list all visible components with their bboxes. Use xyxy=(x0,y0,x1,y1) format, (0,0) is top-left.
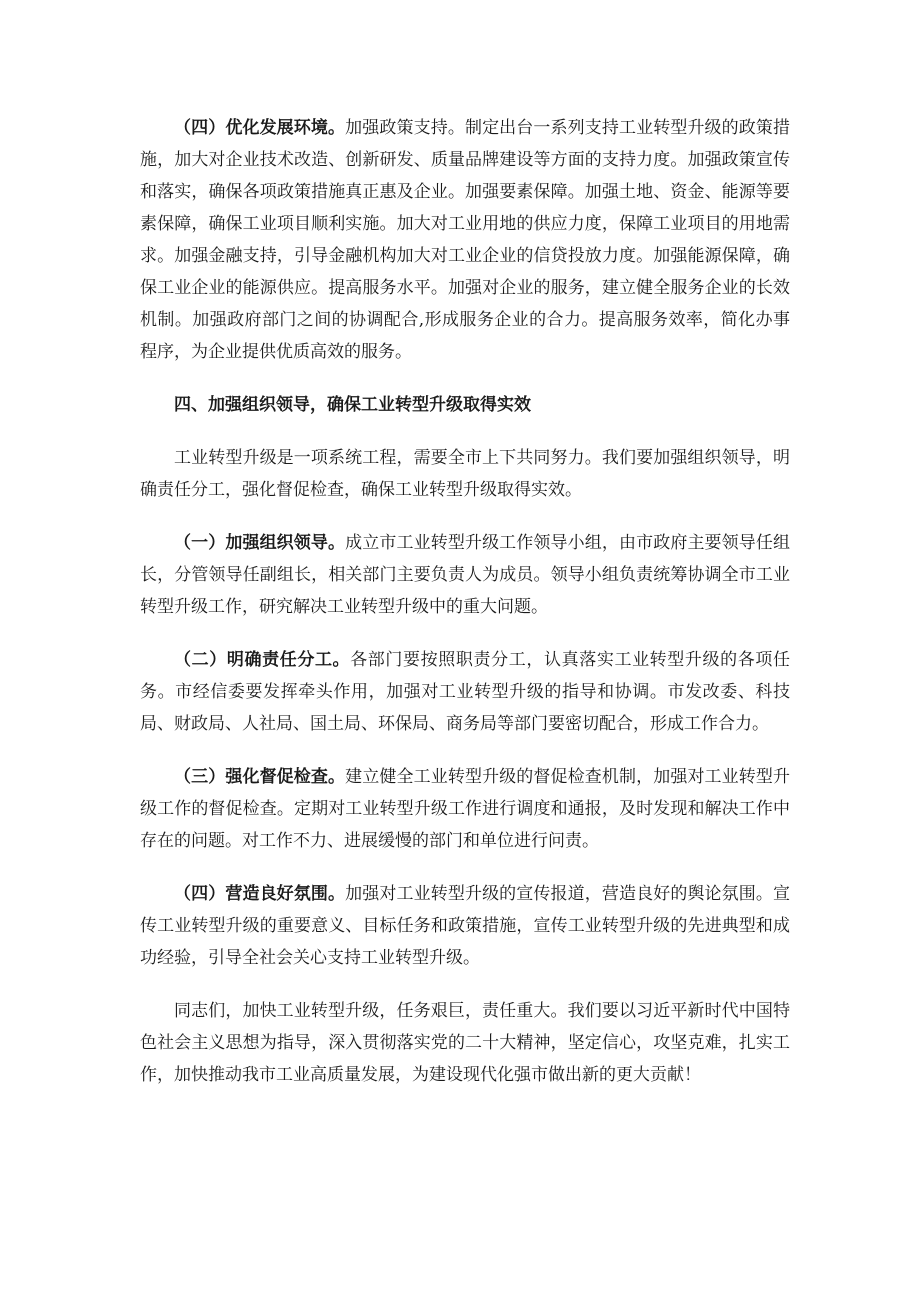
section-heading-four: 四、加强组织领导，确保工业转型升级取得实效 xyxy=(174,395,531,415)
paragraph-text: 加强政策支持。制定出台一系列支持工业转型升级的政策措施，加大对企业技术改造、创新研发、质量品牌建设等方面的支持力度。加强政策宣传和落实，确保各项政策措施真正惠及企业。加强要素保障。加强土地、资金、能源等要素保障，确保工业项目顺利实施。加大对工业用地的供应力度，保障工业项目的用地需求。加强金融支持，引导金融机构加大对工业企业的信贷投放力度。加强能源保障，确保工业企业的能源供应。提高服务水平。加强对企业的服务，建立健全服务企业的长效机制。加强政府部门之间的协调配合,形成服务企业的合力。提高服务效率，简化办事程序，为企业提供优质高效的服务。 xyxy=(140,118,791,362)
paragraph-lead: （一）加强组织领导。 xyxy=(174,533,346,553)
paragraph-lead: （二）明确责任分工。 xyxy=(174,650,351,670)
paragraph-lead: （四）优化发展环境。 xyxy=(174,118,346,138)
paragraph-strengthen-leadership xyxy=(140,527,790,623)
paragraph-text: 各部门要按照职责分工，认真落实工业转型升级的各项任务。市经信委要发挥牵头作用，加强对工业转型升级的指导和协调。市发改委、科技局、财政局、人社局、国土局、环保局、商务局等部门要密切配合，形成工作合力。 xyxy=(140,650,791,734)
paragraph-lead: （四）营造良好氛围。 xyxy=(174,884,346,904)
paragraph-intro: 工业转型升级是一项系统工程，需要全市上下共同努力。我们要加强组织领导，明确责任分工，强化督促检查，确保工业转型升级取得实效。 xyxy=(140,448,790,500)
paragraph-lead: （三）强化督促检查。 xyxy=(174,767,346,787)
document-body xyxy=(140,112,790,1112)
paragraph-optimize-environment xyxy=(140,112,790,368)
paragraph-clarify-responsibilities xyxy=(140,644,790,740)
paragraph-atmosphere xyxy=(140,878,790,974)
paragraph-text: 成立市工业转型升级工作领导小组，由市政府主要领导任组长，分管领导任副组长，相关部门主要负责人为成员。领导小组负责统筹协调全市工业转型升级工作，研究解决工业转型升级中的重大问题。 xyxy=(140,533,791,617)
paragraph-supervision xyxy=(140,761,790,857)
paragraph-closing: 同志们，加快工业转型升级，任务艰巨，责任重大。我们要以习近平新时代中国特色社会主义思想为指导，深入贯彻落实党的二十大精神，坚定信心，攻坚克难，扎实工作，加快推动我市工业高质量发展，为建设现代化强市做出新的更大贡献！ xyxy=(140,1001,790,1085)
paragraph-text: 建立健全工业转型升级的督促检查机制，加强对工业转型升级工作的督促检查。定期对工业转型升级工作进行调度和通报，及时发现和解决工作中存在的问题。对工作不力、进展缓慢的部门和单位进行问责。 xyxy=(140,767,791,851)
paragraph-text: 加强对工业转型升级的宣传报道，营造良好的舆论氛围。宣传工业转型升级的重要意义、目标任务和政策措施，宣传工业转型升级的先进典型和成功经验，引导全社会关心支持工业转型升级。 xyxy=(140,884,791,968)
